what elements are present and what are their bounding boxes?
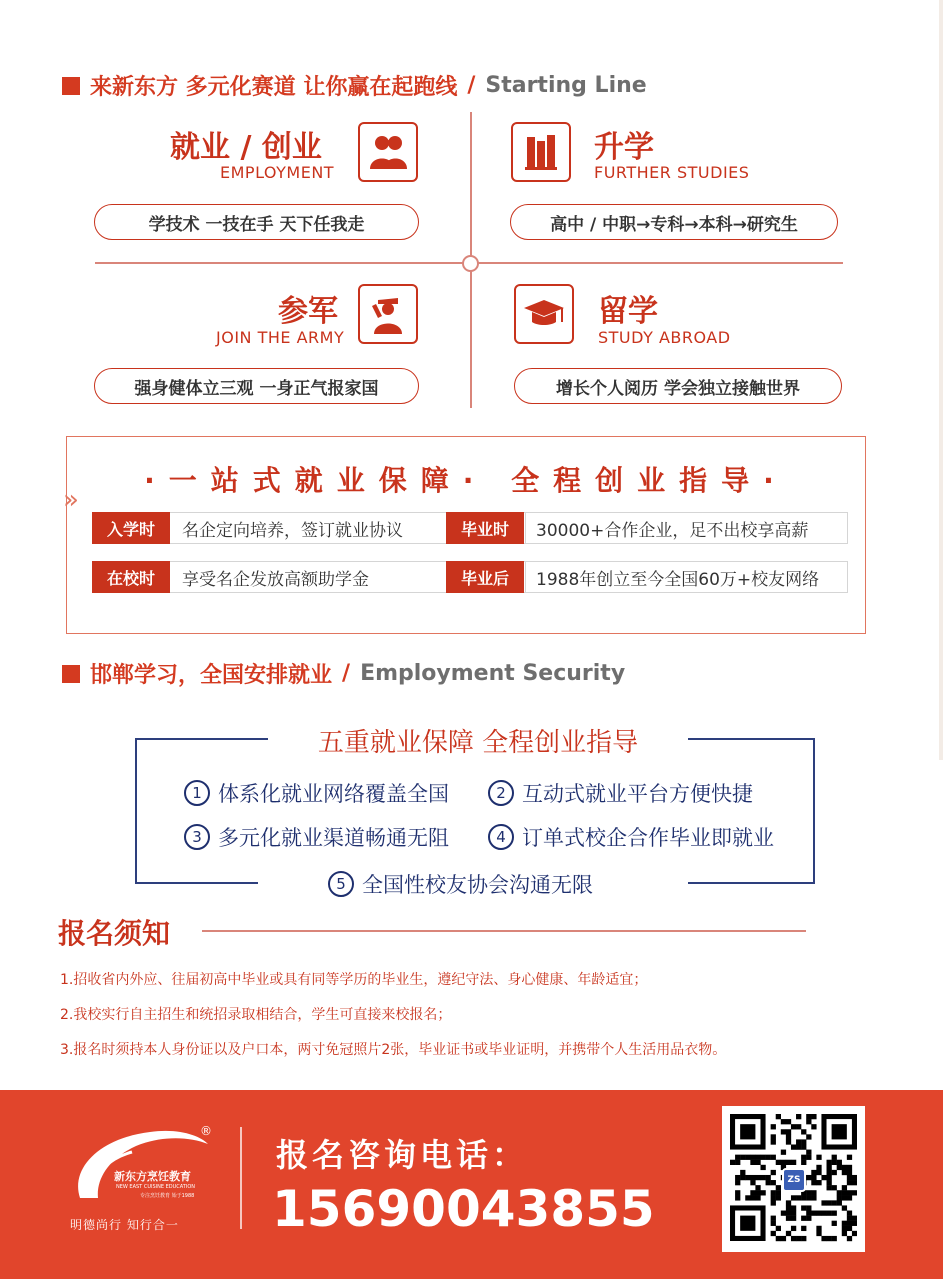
employment-title: 就业 / 创业 <box>170 130 322 165</box>
employment-slogan: 学技术 一技在手 天下任我走 <box>94 204 419 240</box>
section-title: 来新东方 多元化赛道 让你赢在起跑线 <box>90 75 458 100</box>
salute-soldier-icon <box>358 284 418 344</box>
section-heading-starting-line <box>62 70 647 101</box>
studies-title: 升学 <box>594 130 654 165</box>
five-guarantees-frame <box>135 738 815 884</box>
guarantee-tag: 毕业后 <box>446 561 524 593</box>
notice-item: 2.我校实行自主招生和统招录取相结合，学生可直接来校报名； <box>60 1007 452 1023</box>
page-edge <box>939 0 943 760</box>
section-title: 邯郸学习，全国安排就业 <box>90 663 333 688</box>
hotline-number[interactable]: 15690043855 <box>272 1180 655 1238</box>
heading-square-icon <box>62 665 80 683</box>
notice-item: 1.招收省内外应、往届初高中毕业或具有同等学历的毕业生，遵纪守法、身心健康、年龄适宜； <box>60 972 648 988</box>
section-heading-employment-security <box>62 658 625 689</box>
army-title: 参军 <box>278 294 338 329</box>
heading-slash: / <box>342 661 351 686</box>
section-title-en: Employment Security <box>360 661 626 686</box>
circled-number: 3 <box>184 824 210 850</box>
qr-code[interactable] <box>722 1106 865 1252</box>
guarantee-item-text: 多元化就业渠道畅通无阻 <box>218 826 449 850</box>
circled-number: 2 <box>488 780 514 806</box>
circled-number: 5 <box>328 871 354 897</box>
one-stop-title: ·一站式就业保障· 全程创业指导· <box>144 464 788 497</box>
graduation-cap-icon <box>514 284 574 344</box>
guarantee-row <box>446 561 848 593</box>
notice-divider <box>202 930 806 932</box>
notice-title: 报名须知 <box>58 917 171 950</box>
section-title-en: Starting Line <box>485 73 647 98</box>
guarantee-item <box>184 778 449 808</box>
people-icon <box>358 122 418 182</box>
chevron-right-icon: » <box>63 485 79 515</box>
guarantee-item-text: 全国性校友协会沟通无限 <box>362 873 593 897</box>
guarantee-item-text: 体系化就业网络覆盖全国 <box>218 782 449 806</box>
registered-mark: ® <box>200 1124 212 1138</box>
footer-divider <box>240 1127 242 1229</box>
guarantee-item-text: 互动式就业平台方便快捷 <box>522 782 753 806</box>
circled-number: 4 <box>488 824 514 850</box>
guarantee-tag: 在校时 <box>92 561 170 593</box>
guarantee-row <box>446 512 848 544</box>
heading-square-icon <box>62 77 80 95</box>
guarantee-text: 名企定向培养，签订就业协议 <box>170 512 526 544</box>
guarantee-text: 30000+合作企业，足不出校享高薪 <box>524 512 848 544</box>
hotline-label: 报名咨询电话： <box>276 1136 529 1174</box>
brand-name: 新东方烹饪教育 <box>114 1170 191 1183</box>
studies-slogan: 高中 / 中职→专科→本科→研究生 <box>510 204 838 240</box>
books-icon <box>511 122 571 182</box>
army-slogan: 强身健体立三观 一身正气报家国 <box>94 368 419 404</box>
qr-logo-icon: ZS <box>782 1168 806 1192</box>
studies-subtitle: FURTHER STUDIES <box>594 163 750 182</box>
employment-subtitle: EMPLOYMENT <box>220 163 335 182</box>
circled-number: 1 <box>184 780 210 806</box>
five-guarantees-title: 五重就业保障 全程创业指导 <box>317 728 639 758</box>
brand-motto: 明德尚行 知行合一 <box>70 1218 179 1232</box>
abroad-subtitle: STUDY ABROAD <box>598 328 731 347</box>
guarantee-item <box>488 778 753 808</box>
brand-since: 专注烹饪教育 始于1988 <box>140 1193 195 1199</box>
guarantee-item-text: 订单式校企合作毕业即就业 <box>522 826 774 850</box>
guarantee-tag: 入学时 <box>92 512 170 544</box>
army-subtitle: JOIN THE ARMY <box>216 328 345 347</box>
guarantee-tag: 毕业时 <box>446 512 524 544</box>
guarantee-text: 享受名企发放高额助学金 <box>170 561 526 593</box>
guarantee-text: 1988年创立至今全国60万+校友网络 <box>524 561 848 593</box>
guarantee-item <box>184 822 449 852</box>
quadrant-center-circle <box>462 255 479 272</box>
guarantee-item <box>488 822 774 852</box>
abroad-slogan: 增长个人阅历 学会独立接触世界 <box>514 368 842 404</box>
notice-item: 3.报名时须持本人身份证以及户口本，两寸免冠照片2张，毕业证书或毕业证明，并携带个人生活用品衣物。 <box>60 1042 727 1058</box>
guarantee-item <box>328 869 593 899</box>
brand-name-en: NEW EAST CUISINE EDUCATION <box>116 1184 195 1190</box>
abroad-title: 留学 <box>598 294 658 329</box>
heading-slash: / <box>467 73 476 98</box>
